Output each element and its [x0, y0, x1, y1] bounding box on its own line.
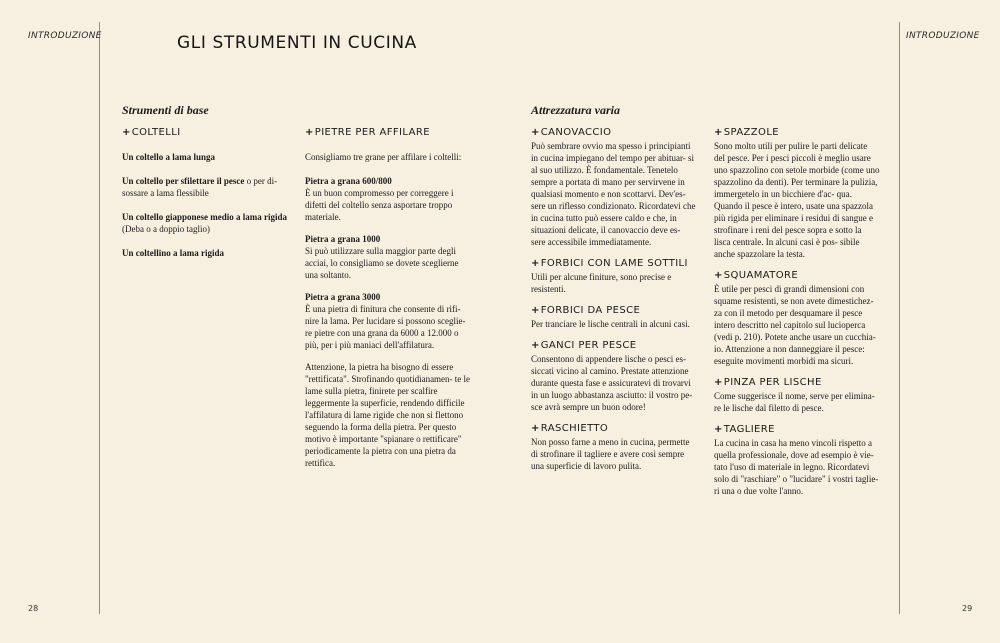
- heading-label: PIETRE PER AFFILARE: [314, 127, 430, 138]
- tool-block: [714, 423, 880, 497]
- bullet-plus-icon: +: [305, 127, 314, 138]
- tool-text: È utile per pesci di grandi dimensioni con squame resistenti, se non avete dimestichez- za con il metodo per desquamare il pesce intero descritto nel capitolo sul luciоperca (vedi p. 210). Potete anche usare un cucchia- io. Attenzione a non danneggiare il pesce: eseguite movimenti morbidi ma sicuri.: [714, 284, 876, 366]
- knife-item: Un coltello per sfilettare il pesce o per di- sossare a lama flessibile: [122, 176, 278, 198]
- knife-item: Un coltello giapponese medio a lama rigida (Deba o a doppio taglio): [122, 212, 287, 234]
- tool-block: [531, 422, 697, 472]
- stone-item: Pietra a grana 600/800 È un buon compromesso per correggere i difetti del coltello senza asportare troppo materiale.: [305, 176, 454, 222]
- column-attrezzatura-2: [714, 126, 880, 506]
- left-page-rule: [99, 22, 100, 614]
- tool-block: [531, 257, 697, 295]
- page-title: GLI STRUMENTI IN CUCINA: [177, 33, 417, 53]
- tool-heading: +TAGLIERE: [714, 424, 775, 435]
- tool-heading: +GANCI PER PESCE: [531, 340, 637, 351]
- column-coltelli: [122, 126, 288, 271]
- tool-heading: +RASCHIETTO: [531, 423, 609, 434]
- bullet-plus-icon: +: [714, 424, 723, 435]
- tool-text: Sono molto utili per pulire le parti delicate del pesce. Per i pesci piccoli è meglio usare uno spazzolino con setole morbide (come uno spazzolino da denti). Per terminare la pulizia, immergetelo in un bicchiere d'ac- qua. Quando il pesce è intero, usate una spazzola più rigida per eliminare i residui di sangue e strofinare i reni del pesce sopra e sotto la lisca centrale. In alcuni casi è pos- sibile anche spazzolare la testa.: [714, 141, 880, 259]
- bullet-plus-icon: +: [714, 377, 723, 388]
- tool-block: [531, 304, 697, 330]
- page-number-left: 28: [28, 604, 39, 613]
- tool-heading: +SPAZZOLE: [714, 127, 780, 138]
- knife-item: Un coltello a lama lunga: [122, 152, 216, 162]
- running-header-right: INTRODUZIONE: [906, 31, 980, 41]
- stone-item: Pietra a grana 1000 Si può utilizzare sulla maggior parte degli acciai, lo consigliamo se dovete sceglierne una soltanto.: [305, 234, 459, 280]
- tool-text: Non posso farne a meno in cucina, permette di strofinare il tagliere e avere così sempre una superficie di lavoro pulita.: [531, 437, 690, 471]
- heading-coltelli: [122, 126, 288, 139]
- bullet-plus-icon: +: [531, 423, 540, 434]
- pietre-note: Attenzione, la pietra ha bisogno di essere "rettificata". Strofinando quotidianamen- te le lame sulla pietra, finirete per scalfire leggermente la superficie, rendendo difficile l'affilatura di lame rigide che non si flettono seguendo la forma della pietra. Per questo motivo è importante "spianare o rettificare" periodicamente la pietra con una pietra da rettifica.: [305, 362, 471, 468]
- bullet-plus-icon: +: [531, 305, 540, 316]
- bullet-plus-icon: +: [531, 127, 540, 138]
- tool-text: Per tranciare le lische centrali in alcuni casi.: [531, 319, 690, 329]
- tool-heading: +PINZA PER LISCHE: [714, 377, 822, 388]
- bullet-plus-icon: +: [531, 340, 540, 351]
- knife-item: Un coltellino a lama rigida: [122, 248, 224, 258]
- pietre-intro: Consigliamo tre grane per affilare i coltelli:: [305, 152, 462, 162]
- tool-block: [531, 126, 697, 248]
- tool-block: [714, 126, 880, 260]
- right-page-rule: [899, 22, 900, 614]
- bullet-plus-icon: +: [531, 258, 540, 269]
- heading-pietre: [305, 126, 473, 139]
- stone-item: Pietra a grana 3000 È una pietra di finitura che consente di rifi- nire la lama. Per lucidare si possono sceglie- re pietre con una grana da 6000 a 12.000 o più, per i più maniaci dell'affilatura.: [305, 292, 466, 350]
- tool-heading: +FORBICI CON LAME SOTTILI: [531, 258, 688, 269]
- bullet-plus-icon: +: [122, 127, 131, 138]
- tool-text: Come suggerisce il nome, serve per elimina- re le lische dal filetto di pesce.: [714, 391, 875, 413]
- column-attrezzatura-1: [531, 126, 697, 481]
- tool-heading: +FORBICI DA PESCE: [531, 305, 641, 316]
- tool-block: [531, 339, 697, 413]
- tool-heading: +CANOVACCIO: [531, 127, 612, 138]
- tool-block: [714, 269, 880, 367]
- column-pietre: [305, 126, 473, 479]
- tool-heading: +SQUAMATORE: [714, 270, 799, 281]
- bullet-plus-icon: +: [714, 270, 723, 281]
- section-heading-basic: Strumenti di base: [122, 103, 209, 117]
- tool-block: [714, 376, 880, 414]
- tool-text: Consentono di appendere lische o pesci es- siccati vicino al camino. Prestate attenzione durante questa fase e assicuratevi di trovarvi in un luogo abbastanza asciutto: il vostro pe- sce avrà sempre un buon odore!: [531, 354, 693, 412]
- section-heading-various: Attrezzatura varia: [531, 103, 621, 117]
- tool-text: Utili per alcune finiture, sono precise e resistenti.: [531, 272, 672, 294]
- tool-text: Può sembrare ovvio ma spesso i principianti in cucina impiegano del tempo per abituar- si al suo utilizzo. È fondamentale. Tenetelo sempre a portata di mano per servirvene in qualsiasi momento e non scottarvi. Dev'es- sere un riflesso condizionato. Ricordatevi che in cucina tutto può essere caldo e che, in situazioni delicate, il canovaccio deve es- sere accessibile immediatamente.: [531, 141, 696, 247]
- tool-text: La cucina in casa ha meno vincoli rispetto a quella professionale, dove ad esempio è vie- tato l'uso di materiale in legno. Ricordatevi solo di "raschiare" o "lucidare" i vostri taglie- ri una o due volte l'anno.: [714, 438, 879, 496]
- running-header-left: INTRODUZIONE: [28, 31, 102, 41]
- page-number-right: 29: [962, 604, 973, 613]
- bullet-plus-icon: +: [714, 127, 723, 138]
- heading-label: COLTELLI: [131, 127, 181, 138]
